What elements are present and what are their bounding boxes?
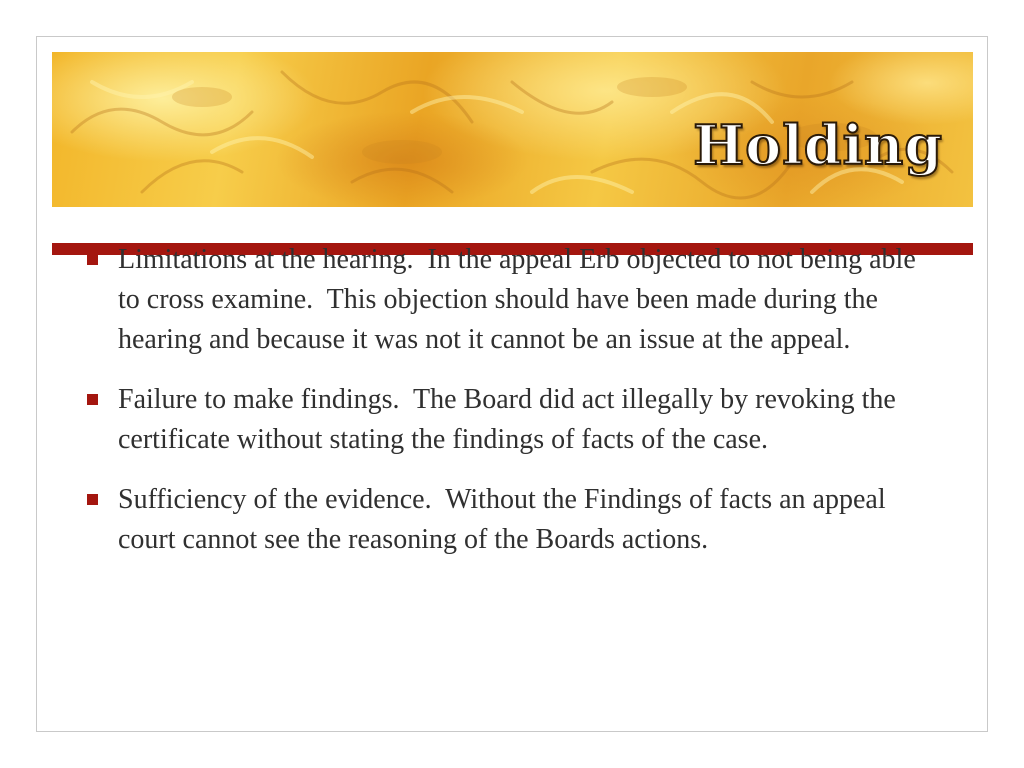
slide-title: Holding bbox=[693, 113, 943, 177]
square-bullet-icon bbox=[87, 254, 98, 265]
square-bullet-icon bbox=[87, 494, 98, 505]
bullet-text: Sufficiency of the evidence. Without the Findings of facts an appeal court cannot see the reasoning of the Boards actions. bbox=[118, 484, 893, 555]
bullet-text: Failure to make findings. The Board did act illegally by revoking the certificate without stating the findings of facts of the case. bbox=[118, 384, 903, 455]
bullet-item bbox=[80, 380, 940, 460]
bullet-item bbox=[80, 240, 940, 360]
bullet-list bbox=[80, 240, 940, 580]
square-bullet-icon bbox=[87, 394, 98, 405]
bullet-item bbox=[80, 480, 940, 560]
header-banner bbox=[52, 52, 973, 207]
bullet-text: Limitations at the hearing. In the appeal Erb objected to not being able to cross examine. This objection should have been made during the hearing and because it was not it cannot be an issue at the appeal. bbox=[118, 244, 923, 355]
